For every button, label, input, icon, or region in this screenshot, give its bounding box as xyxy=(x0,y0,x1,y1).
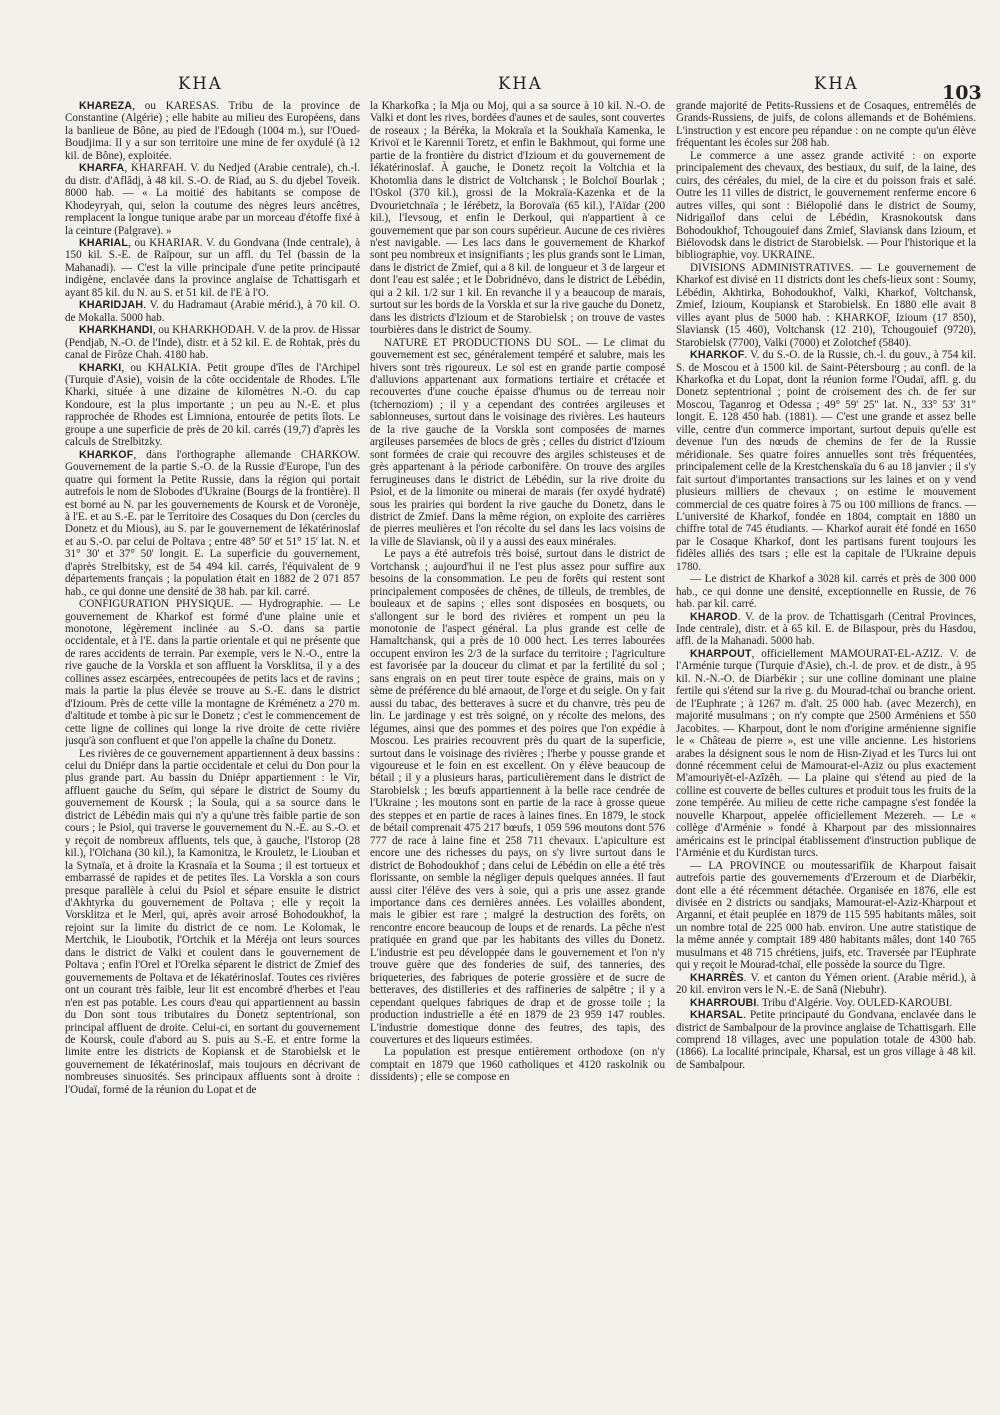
entry-headword: KHAROD xyxy=(690,610,738,623)
entry-text: , officiellement MAMOURAT-EL-AZIZ. V. de l'Arménie turque (Turquie d'Asie), ch.-l. de prov. et de distr., à 95 kil. N.-N.-O. de Diarbékir ; sur une colline dominant une plaine fertile qui s'étend sur la rive g. du Mourad-tchaï ou branche orient. de l'Euphrate ; à 1267 m. d'alt. 25 000 hab. (avec Mezerch), en majorité musulmans ; on n'y compte que 2500 Arméniens et 550 Jacobites. — Kharpout, dont le nom d'origine arménienne signifie le « Château de pierre », est une ville ancienne. Les historiens arabes la désignent sous le nom de Hisn-Ziyad et les Turcs lui ont donné récemment celui de Mamourat-el-Aziz ou plus exactement M'amouriyêt-el-Azîzêh. — La plaine qui s'étend au pied de la colline est couverte de belles cultures et produit tous les fruits de la zone tempérée. Au milieu de cette riche campagne s'est fondée la nouvelle Kharpout, appelée officiellement Mezereh. — Le « collège d'Arménie » fondé à Kharpout par des missionnaires américains est le principal établissement d'instruction publique de l'Arménie et du Kurdistan turcs. xyxy=(676,647,976,860)
dictionary-entry xyxy=(676,349,976,573)
dictionary-entry xyxy=(370,548,665,1046)
entry-text: , ou KHALKIA. Petit groupe d'îles de l'Archipel (Turquie d'Asie), voisin de la côte occidentale de Rhodes. L'île Kharki, située à une dizaine de kilomètres N.-O. du cap Kondoure, est la plus importante ; un peu au N.-E. et plus rapprochée de Rhodes est Limniona, entourée de petits îlots. Le groupe a une superficie de près de 20 kil. carrés (19,7) d'après les calculs de Strelbitzky. xyxy=(65,361,360,449)
running-head-right: KHA xyxy=(814,74,859,93)
entry-text: NATURE ET PRODUCTIONS DU SOL. — Le climat du gouvernement est sec, généralement tempéré et salubre, mais les hivers sont très rigoureux. Le sol est en grande partie composé d'alluvions appartenant aux formations tertiaire et crétacée et recouvertes d'une couche épaisse d'humus ou de terreau noir (tchernoziom) ; il y a cependant des contrées argileuses et sablonneuses, surtout dans le voisinage des rivières. Les hauteurs de la rive gauche de la Vorskla sont composées de marnes argileuses parsemées de blocs de grès ; celles du district d'Izioum sont formées de craie qui recouvre des argiles schisteuses et de grès appartenant à la période carbonifère. On trouve des argiles ferrugineuses dans le district de Lébédin, sur la rive droite du Psiol, et de la limonite ou minerai de marais (fer oxydé hydraté) sous les prairies qui bordent la rive gauche du Donetz, dans le district de Zmief. Dans la même région, on exploite des carrières de pierres meulières et l'on récolte du sel dans les lacs voisins de la ville de Slaviansk, où il y a aussi des eaux minérales. xyxy=(370,336,665,548)
dictionary-entry xyxy=(676,150,976,262)
entry-text: , dans l'orthographe allemande CHARKOW. Gouvernement de la partie S.-O. de la Russie d'Europe, l'un des quatre qui forment la Petite Russie, dans la région qui portait autrefois le nom de Slobodes d'Ukraine (Bourgs de la frontière). Il est borné au N. par les gouvernements de Koursk et de Voronèje, à l'E. et au S.-E. par le Territoire des Cosaques du Don (cercles du Donetz et du Mious), au S. par le gouvernement de Iékatérinoslaf et au S.-O. par celui de Poltava ; entre 48° 50' et 51° 15' lat. N. et 31° 30' et 37° 50' longit. E. La superficie du gouvernement, d'après Strelbitsky, est de 54 494 kil. carrés, l'équivalent de 9 départements français ; la population était en 1882 de 2 071 857 hab., ce qui donne une densité de 38 hab. par kil. carré. xyxy=(65,448,360,598)
entry-headword: KHARSAL xyxy=(690,1009,744,1022)
entry-text: CONFIGURATION PHYSIQUE. — Hydrographie. — Le gouvernement de Kharkof est formé d'une plaine unie et monotone, légèrement inclinée au S.-O. dans sa partie occidentale, et à l'E. dans la partie orientale et qui ne présente que de rares accidents de terrain. Par exemple, vers le N.-O., entre la rive gauche de la Vorskla et son affluent la Vorsklitsa, il y a des collines assez escarpées, entrecoupées de petits lacs et de ravins ; mais la partie la plus élevée se trouve au S.-E. dans le district d'Izioum. Près de cette ville la montagne de Kréménetz a 270 m. d'altitude et tombe à pic sur le Donetz ; c'est le commencement de cette ligne de collines qui longe la rive droite de cette rivière jusqu'à son confluent et que l'on appelle la chaîne du Donetz. xyxy=(65,598,360,748)
dictionary-entry xyxy=(676,860,976,972)
entry-text: Les rivières de ce gouvernement appartiennent à deux bassins : celui du Dniépr dans la partie occidentale et celui du Don pour la plus grande part. Au bassin du Dniépr appartiennent : le Vir, affluent gauche du Seïm, qui sépare le district de Soumy du gouvernement de Koursk ; la Soula, qui a sa source dans le district de Lébédin mais qui n'y a qu'une très faible partie de son cours ; le Psiol, qui traverse le gouvernement du N.-E. au S.-O. et y reçoit de nombreux affluents, tels que, à gauche, l'Istorop (28 kil.), l'Olchana (30 kil.), la Kamonitza, le Krouletz, le Liouban et la Sytnaïa, et à droite la Krasnaïa et la Souma ; il est tortueux et embarrassé de rapides et de petites îles. La Vorskla a son cours presque parallèle à celui du Psiol et sépare ensuite le district d'Akhtyrka du gouvernement de Poltava ; elle y reçoit la Vorsklitza et le Merl, qui, après avoir arrosé Bohodoukhof, la rejoint sur la limite du district de ce nom. Le Kolomak, le Mertchik, le Lioubotik, l'Ortchik et la Méréja ont leurs sources dans le district de Valki et coulent dans le gouvernement de Poltava ; enfin l'Orel et l'Orelka séparent le district de Zmief des gouvernements de Poltava et de Iékatérinoslaf. Toutes ces rivières ont un courant très faible, leur lit est encombré d'herbes et l'eau n'en est pas potable. Les cours d'eau qui appartiennent au bassin du Don sont tous tributaires du Donetz septentrional, son principal affluent de droite. Celui-ci, en sortant du gouvernement de Koursk, coule d'abord au S. puis au S.-E. et entre forme la limite entre les districts de Kopiansk et de Starobielsk et le gouvernement de Iékatérinoslaf, mais toujours en décrivant de nombreuses sinuosités. Ses principaux affluents sont à droite : l'Oudaï, formé de la réunion du Lopat et de xyxy=(65,747,360,1096)
dictionary-entry xyxy=(65,449,360,598)
entry-text: . Petite principauté du Gondvana, enclavée dans le district de Sambalpour de la province anglaise de Tchattisgarh. Elle comprend 18 villages, avec une population totale de 4300 hab. (1866). La localité principale, Kharsal, est un gros village à 48 kil. de Sambalpour. xyxy=(676,1009,976,1071)
running-head-left: KHA xyxy=(178,74,223,93)
dictionary-entry xyxy=(65,162,360,237)
dictionary-entry xyxy=(676,648,976,860)
entry-headword: KHARRÈS xyxy=(690,971,744,984)
dictionary-entry xyxy=(370,1046,665,1083)
entry-text: — Le district de Kharkof a 3028 kil. carrés et près de 300 000 hab., ce qui donne une densité, exceptionnelle en Russie, de 76 hab. par kil. carré. xyxy=(676,573,976,611)
entry-headword: KHARFA xyxy=(79,162,125,175)
text-column-2 xyxy=(370,100,665,1400)
text-column-1 xyxy=(65,100,360,1400)
entry-headword: KHARKI xyxy=(79,361,122,374)
dictionary-entry xyxy=(65,598,360,747)
dictionary-entry xyxy=(65,237,360,299)
entry-text: la Kharkofka ; la Mja ou Moj, qui a sa source à 10 kil. N.-O. de Valki et dont les rives, bordées d'aunes et de saules, sont couvertes de roseaux ; la Béréka, la Mokraïa et la Soukhaïa Kamenka, le Krivoï et le Karennii Toretz, et enfin le Bakhmout, qui forme une partie de la frontière du district d'Izioum et du gouvernement de Iékatérinoslaf. À gauche, le Donetz reçoit la Voltchia et la Khotomlia dans le district de Voltchansk ; le Bolchoï Bourlak ; l'Oskol (370 kil.), grossi de la Mokraïa-Kazenka et de la Dvourietchnaïa ; le Iérébetz, la Borovaïa (65 kil.), l'Aïdar (200 kil.), l'Ievsoug, et enfin le Derkoul, qui n'appartient à ce gouvernement que par son cours supérieur. Aucune de ces rivières n'est navigable. — Les lacs dans le gouvernement de Kharkof sont peu nombreux et insignifiants ; les plus grands sont le Liman, dans le district de Zmief, qui a 8 kil. de longueur et 3 de largeur et dont l'eau est salée ; et le Dobridnévo, dans le district de Lébédin, qui a 2 kil. 1/2 sur 1 kil. En revanche il y a beaucoup de marais, surtout sur les bords de la Vorskla et sur la rive gauche du Donetz, dans les districts d'Izioum et de Starobielsk ; on trouve de vastes tourbières dans le district de Soumy. xyxy=(370,100,665,337)
entry-text: , ou KARESAS. Tribu de la province de Constantine (Algérie) ; elle habite au milieu des Européens, dans la banlieue de Bône, au pied de l'Edough (1004 m.), sur l'Oued-Boudjima. Il y a sur son territoire une mine de fer oxydulé (à 12 kil. de Bône), exploitée. xyxy=(65,100,360,162)
dictionary-entry xyxy=(65,362,360,449)
entry-headword: KHARROUBI xyxy=(690,996,757,1009)
entry-text: — LA PROVINCE ou moutessarifîik de Kharpout faisait autrefois partie des gouvernements d'Erzeroum et de Diarbékir, dont elle a été récemment détachée. Organisée en 1876, elle est divisée en 2 districts ou sandjaks, Mamourat-el-Aziz-Kharpout et Arganni, et était peuplée en 1879 de 115 595 habitants mâles, soit un nombre total de 225 000 hab. environ. Une autre statistique de la même année y comptait 189 480 habitants mâles, dont 140 765 musulmans et 48 715 chrétiens, juifs, etc. Traversée par l'Euphrate qui y reçoit le Mourad-tchaï, elle possède la source du Tigre. xyxy=(676,859,976,972)
page-number: 103 xyxy=(942,82,982,104)
entry-headword: KHARKHANDI xyxy=(79,324,153,337)
entry-text: . Tribu d'Algérie. Voy. OULED-KAROUBI. xyxy=(756,996,953,1009)
dictionary-entry xyxy=(676,972,976,997)
entry-text: , ou KHARIAR. V. du Gondvana (Inde centrale), à 150 kil. S.-E. de Raïpour, sur un affl. du Tel (bassin de la Mahanadi). — C'est la ville principale d'une petite principauté indigène, enclavée dans la province anglaise de Tchattisgarh et ayant 85 kil. du N. au S. et 51 kil. de l'E à l'O. xyxy=(65,236,360,299)
entry-headword: KHARKOF xyxy=(690,349,745,362)
dictionary-entry xyxy=(676,573,976,610)
dictionary-entry xyxy=(370,100,665,337)
entry-text: . V. de la prov. de Tchattisgarh (Central Provinces, Inde centrale), distr. et à 65 kil. E. de Bilaspour, près du Hasdou, affl. de la Mahanadi. 5000 hab. xyxy=(676,610,976,648)
dictionary-entry xyxy=(65,299,360,324)
dictionary-entry xyxy=(676,997,976,1009)
entry-text: DIVISIONS ADMINISTRATIVES. — Le gouvernement de Kharkof est divisé en 11 districts dont les chefs-lieux sont : Soumy, Lébédin, Akhtirka, Bohodoukhof, Valki, Kharkof, Voltchansk, Zmief, Izioum, Koupiansk et Starobielsk. En 1880 elle avait 8 villes ayant plus de 5000 hab. : KHARKOF, Izioum (17 850), Slaviansk (15 460), Voltchansk (12 210), Tchougouief (9720), Starobielsk (7700), Valki (7000) et Zolotchef (5840). xyxy=(676,261,976,349)
dictionary-entry xyxy=(65,100,360,162)
entry-headword: KHARPOUT xyxy=(690,647,752,660)
entry-headword: KHARIDJAH xyxy=(79,299,144,312)
dictionary-entry xyxy=(676,100,976,150)
entry-text: Le pays a été autrefois très boisé, surtout dans le district de Vortchansk ; aujourd'hui il ne l'est plus assez pour suffire aux besoins de la consommation. Le peu de forêts qui restent sont principalement composées de chênes, de tilleuls, de trembles, de bouleaux et de sapins ; elles sont disposées en bosquets, ou s'allongent sur le bord des rivières et rompent un peu la monotonie de l'aspect général. La plus grande est celle de Hamaltchansk, qui a près de 10 000 hect. Les terres labourées occupent environ les 2/3 de la surface du territoire ; l'agriculture est favorisée par la douceur du climat et par la fertilité du sol ; sans engrais on en peut tirer toute espèce de grains, mais on y sème de préférence du blé arnaout, de l'orge et du seigle. On y fait aussi du tabac, des betteraves à sucre et du chanvre, très peu de lin. Le jardinage y est très soigné, on y récolte des melons, des légumes, ainsi que des pommes et des poires que l'on expédie à Moscou. Les prairies recouvrent près du quart de la superficie, surtout dans le voisinage des rivières ; l'herbe y pousse grande et vigoureuse et le foin en est excellent. On y élève beaucoup de bétail ; il y a plusieurs haras, particulièrement dans le district de Starobielsk ; les bœufs appartiennent à la belle race cendrée de l'Ukraine ; les moutons sont en partie de la race à grosse queue des steppes et en partie de races à laines fines. En 1879, le stock de bétail comprenait 475 217 bœufs, 1 059 596 moutons dont 576 777 de race à laine fine et 258 711 chevaux. L'apiculture est encore une des richesses du pays, on s'y livre surtout dans le district de Bohodoukhof ; dans celui de Lébédin on elle a été très florissante, on semble la négliger depuis quelques années. Il faut aussi citer l'élève des vers à soie, qui a pris une assez grande importance dans ces dernières années. Les volailles abondent, mais le gibier est rare ; malgré la destruction des forêts, on rencontre encore beaucoup de loups et de renards. La pêche n'est pratiquée en grand que par les habitants des villes du Donetz. L'industrie est peu développée dans le gouvernement et l'on n'y trouve guère que des fonderies de suif, des tanneries, des briqueteries, des fabriques de poterie grossière et de sucre de betteraves, des distilleries et des raffineries de salpêtre ; il y a cependant quelques fabriques de drap et de grosse toile ; la production industrielle a été en 1879 de 23 959 147 roubles. L'industrie domestique donne des feutres, des tapis, des couvertures et des liqueurs estimées. xyxy=(370,548,665,1046)
dictionary-entry xyxy=(676,1009,976,1071)
entry-headword: KHAREZA xyxy=(79,100,133,112)
dictionary-entry xyxy=(65,324,360,361)
dictionary-entry xyxy=(370,337,665,549)
entry-text: . V. et canton du Yémen orient. (Arabie mérid.), à 20 kil. environ vers le N.-E. de Sanâ (Niebuhr). xyxy=(676,971,976,997)
dictionary-entry xyxy=(676,262,976,349)
dictionary-entry xyxy=(65,748,360,1097)
text-column-3 xyxy=(676,100,976,1400)
dictionary-entry xyxy=(676,611,976,648)
entry-text: La population est presque entièrement orthodoxe (on n'y comptait en 1879 que 1960 catholiques et 4120 raskolnik ou dissidents) ; elle se compose en xyxy=(370,1046,665,1084)
entry-text: , KHARFAH. V. du Nedjed (Arabie centrale), ch.-l. du distr. d'Aflâdj, à 48 kil. S.-O. de Riad, au S. du djebel Toveik. 8000 hab. — « La moitié des habitants se compose de Khodeyryah, qui, selon la coutume des nègres leurs ancêtres, remplacent la longue tunique arabe par un morceau d'étoffe fixé à la ceinture (Palgrave). » xyxy=(65,162,360,237)
entry-text: grande majorité de Petits-Russiens et de Cosaques, entremêlés de Grands-Russiens, de juifs, de colons allemands et de Bohémiens. L'instruction y est encore peu répandue : on ne compte qu'un élève fréquentant les écoles sur 208 hab. xyxy=(676,100,976,150)
running-head-middle: KHA xyxy=(498,74,543,93)
entry-text: Le commerce a une assez grande activité : on exporte principalement des chevaux, des bestiaux, du suif, de la laine, des cuirs, des céréales, du miel, de la cire et du poisson frais et salé. Outre les 11 villes de district, le gouvernement renferme encore 6 autres villes, qui sont : Biélopolié dans le district de Soumy, Nidrigaïlof dans celui de Lébédin, Krasnokoutsk dans Bohodoukhof, Tchougouief dans Zmief, Slaviansk dans Izioum, et Biélovodsk dans le district de Starobielsk. — Pour l'historique et la bibliographie, voy. UKRAINE. xyxy=(676,149,976,262)
entry-headword: KHARKOF xyxy=(79,448,134,461)
entry-headword: KHARIAL xyxy=(79,236,129,249)
entry-text: , ou KHARKHODAH. V. de la prov. de Hissar (Pendjab, N.-O. de l'Inde), distr. et à 52 kil. E. de Rohtak, près du canal de Firôze Chah. 4180 hab. xyxy=(65,324,360,362)
entry-text: . V. du S.-O. de la Russie, ch.-l. du gouv., à 754 kil. S. de Moscou et à 1500 kil. de Saint-Pétersbourg ; au confl. de la Kharkofka et du Lopat, dont la réunion forme l'Oudaï, affl. g. du Donetz septentrional ; point de croisement des ch. de fer sur Moscou, Taganrog et Odessa ; 49° 59' 25" lat. N., 33° 53' 31" longit. E. 128 450 hab. (1881). — C'est une grande et assez belle ville, centre d'un commerce important, surtout depuis qu'elle est devenue l'un des nœuds de chemins de fer de la Russie méridionale. Ses quatre foires annuelles sont très fréquentées, principalement celle de la Krestchenskaïa du 6 au 18 janvier ; il s'y fait surtout d'importantes transactions sur les laines et on y vend plusieurs milliers de chevaux ; on estime le mouvement commercial de ces quatre foires à 75 ou 100 millions de francs. — L'université de Kharkof, fondée en 1804, comptait en 1880 un chiffre total de 745 étudiants. — Kharkof aurait été fondé en 1650 par le Cosaque Kharkof, dont les partisans furent toujours les fidèles alliés des tsars ; elle est la capitale de l'Ukraine depuis 1780. xyxy=(676,349,976,573)
entry-text: . V. du Hadramaut (Arabie mérid.), à 70 kil. O. de Mokalla. 5000 hab. xyxy=(65,299,360,324)
